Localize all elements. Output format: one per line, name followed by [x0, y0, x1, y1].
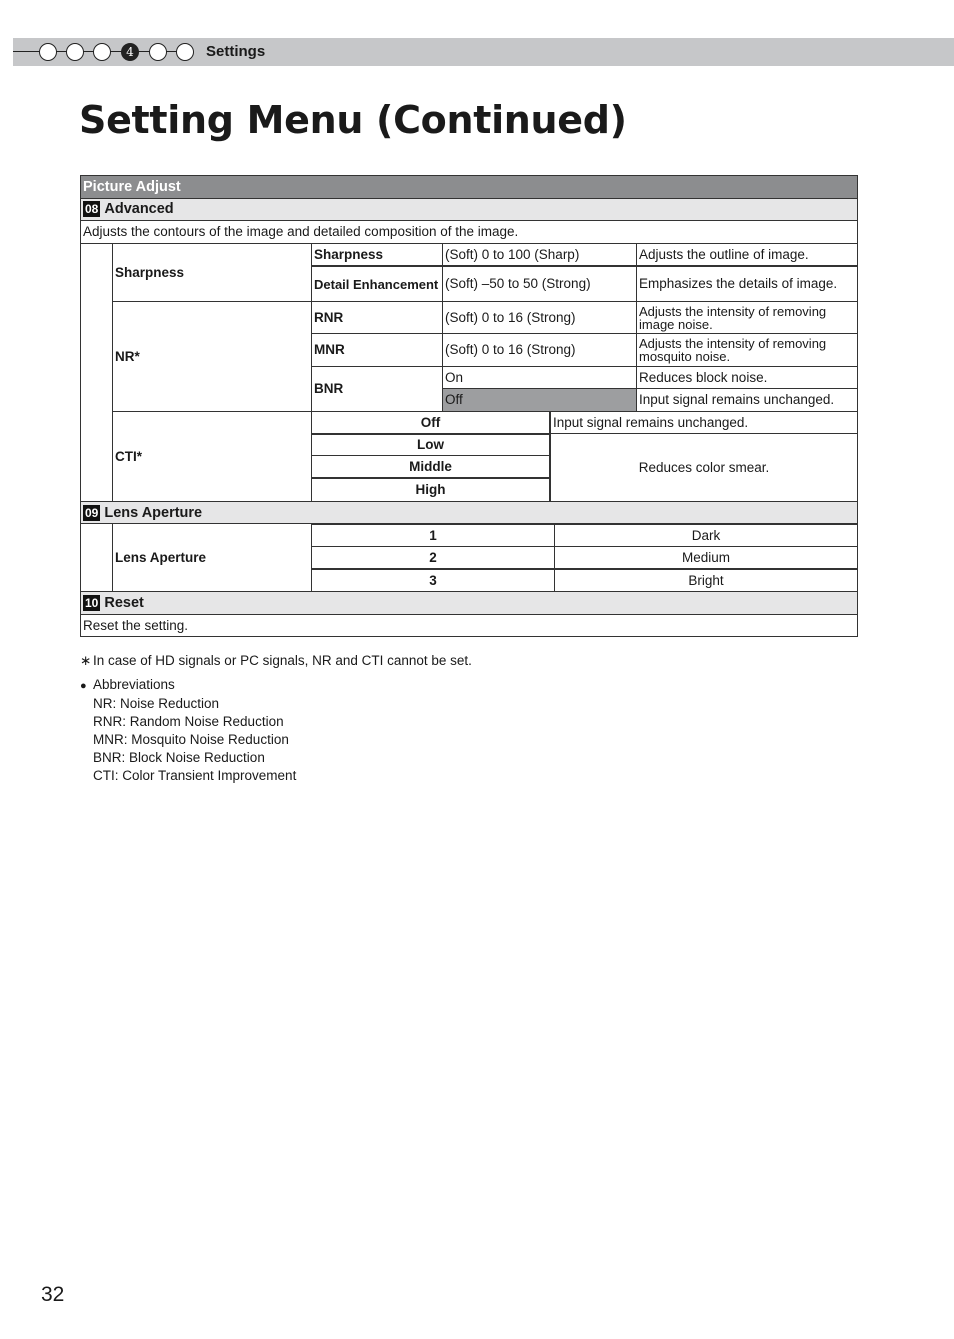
cti-group-label: CTI* [115, 448, 142, 464]
cti-reduce-description: Reduces color smear. [638, 460, 770, 475]
rnr-range: (Soft) 0 to 16 (Strong) [445, 309, 576, 325]
lens-aperture-desc-2: Medium [681, 549, 730, 565]
picture-adjust-header: Picture Adjust [81, 176, 857, 198]
bnr-on-description: Reduces block noise. [639, 369, 768, 385]
sharpness-range: (Soft) 0 to 100 (Sharp) [445, 246, 580, 262]
advanced-number-badge: 08 [85, 202, 99, 216]
sharpness-group-label: Sharpness [115, 264, 185, 280]
section-label: Settings [206, 43, 266, 60]
bnr-option-off: Off [443, 389, 636, 411]
bnr-off-description: Input signal remains unchanged. [639, 392, 835, 407]
bullet-icon: ● [80, 680, 87, 692]
detail-enhancement-description: Emphasizes the details of image. [639, 276, 838, 291]
abbreviation-item: NR: Noise Reduction [93, 696, 220, 711]
page-title: Setting Menu (Continued) [79, 98, 627, 142]
rnr-description: Adjusts the intensity of removing image noise. [639, 303, 827, 332]
bnr-item: BNR [314, 381, 344, 396]
mnr-item: MNR [314, 342, 345, 357]
rnr-item: RNR [314, 309, 344, 325]
advanced-label: Advanced [104, 201, 174, 217]
reset-section-header [81, 592, 857, 614]
step-circle-1 [39, 43, 57, 61]
nr-group-label: NR* [115, 348, 140, 364]
lens-aperture-desc-3: Bright [688, 572, 724, 588]
abbreviations-block [80, 676, 296, 785]
abbreviation-item: CTI: Color Transient Improvement [93, 768, 297, 783]
asterisk-mark: ∗ [80, 653, 92, 668]
abbreviation-item: RNR: Random Noise Reduction [93, 714, 284, 729]
abbreviation-item: MNR: Mosquito Noise Reduction [93, 732, 289, 747]
abbreviations-list [80, 695, 296, 785]
cti-option-middle: Middle [409, 458, 452, 474]
mnr-range: (Soft) 0 to 16 (Strong) [445, 342, 576, 357]
lens-aperture-section-label: Lens Aperture [104, 505, 203, 521]
cti-option-high: High [415, 482, 446, 497]
asterisk-note [80, 652, 472, 670]
asterisk-note-text: In case of HD signals or PC signals, NR and CTI cannot be set. [93, 653, 472, 668]
abbreviation-item: BNR: Block Noise Reduction [93, 750, 265, 765]
step-circle-current: 4 [121, 43, 139, 61]
cti-option-off: Off [420, 414, 441, 430]
lens-aperture-desc-1: Dark [691, 527, 721, 543]
abbreviations-title: Abbreviations [93, 677, 175, 692]
lens-aperture-value-2: 2 [429, 549, 437, 565]
lens-aperture-value-1: 1 [429, 527, 437, 543]
reset-description: Reset the setting. [83, 617, 189, 633]
sharpness-description: Adjusts the outline of image. [639, 246, 809, 262]
lens-aperture-item: Lens Aperture [115, 550, 207, 565]
step-circle-5 [149, 43, 167, 61]
reset-number-badge: 10 [85, 596, 99, 610]
mnr-description: Adjusts the intensity of removing mosquito noise. [639, 336, 827, 364]
cti-option-low: Low [417, 437, 444, 452]
page-number: 32 [41, 1283, 65, 1306]
detail-enhancement-range: (Soft) –50 to 50 (Strong) [445, 276, 591, 291]
abbreviations-title-line [80, 676, 296, 695]
picture-adjust-table [80, 175, 858, 637]
advanced-section-header [81, 198, 857, 220]
lens-aperture-number-badge: 09 [85, 506, 99, 520]
cti-off-description: Input signal remains unchanged. [553, 414, 749, 430]
step-circle-3 [93, 43, 111, 61]
step-circle-2 [66, 43, 84, 61]
sharpness-item: Sharpness [314, 246, 384, 262]
reset-section-label: Reset [104, 595, 144, 611]
lens-aperture-value-3: 3 [429, 572, 437, 588]
detail-enhancement-item: Detail Enhancement [314, 276, 439, 292]
lens-aperture-section-header [81, 502, 857, 524]
step-circle-6 [176, 43, 194, 61]
bnr-option-on: On [445, 369, 464, 385]
advanced-description: Adjusts the contours of the image and detailed composition of the image. [83, 224, 519, 239]
